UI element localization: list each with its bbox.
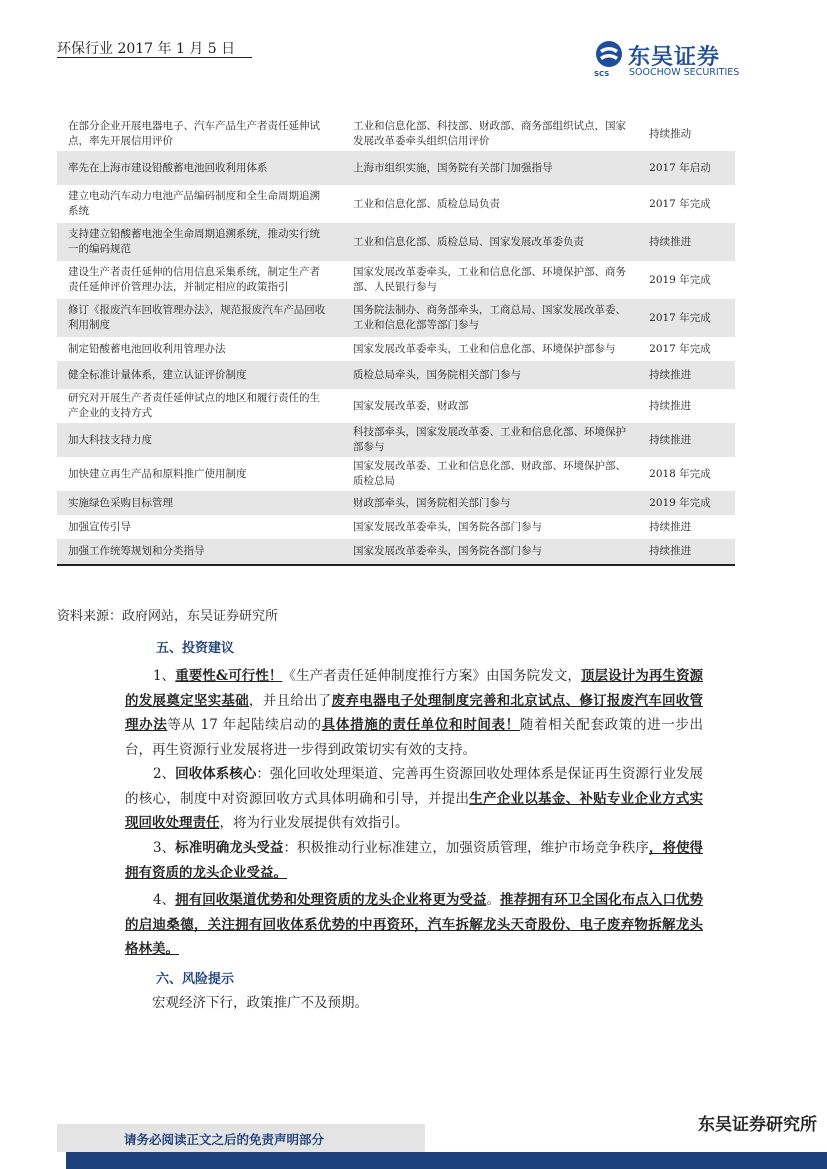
- timeline-cell: 持续推进: [649, 399, 692, 412]
- measure-cell: 加大科技支持力度: [68, 433, 152, 446]
- logo-mark-icon: [594, 40, 624, 70]
- measure-cell: 加强工作统筹规划和分类指导: [68, 545, 205, 557]
- department-cell: 质检总局牵头，国务院相关部门参与: [353, 368, 521, 381]
- table-row: [57, 457, 735, 491]
- p1-text-4: 随着相关配套政策的进一步出台，再生资源行业发展将进一步得到政策切实有效的支持。: [125, 717, 704, 758]
- department-cell: 国家发展改革委牵头，国务院各部门参与: [353, 545, 542, 557]
- logo-abbr: SCS: [594, 70, 610, 78]
- timeline-cell: 2017 年完成: [649, 197, 711, 210]
- timeline-cell: 持续推动: [649, 127, 692, 140]
- timeline-cell: 2017 年启动: [649, 161, 711, 174]
- p1-key: 重要性&可行性！: [175, 668, 283, 684]
- measure-cell: 加强宣传引导: [68, 520, 131, 533]
- logo-english-name: SOOCHOW SECURITIES: [629, 67, 740, 78]
- measure-cell: 研究对开展生产者责任延伸试点的地区和履行责任的生产企业的支持方式: [68, 392, 320, 419]
- p1-text-2: ，并且给出了: [248, 692, 332, 709]
- timeline-cell: 持续推进: [649, 235, 692, 248]
- table-row: [57, 389, 735, 423]
- table-row: [57, 223, 735, 261]
- measure-cell: 加快建立再生产品和原料推广使用制度: [68, 467, 247, 480]
- p4-text-1: 。: [486, 892, 501, 908]
- measure-cell: 制定铅酸蓄电池回收利用管理办法: [68, 342, 226, 355]
- table-row: [57, 539, 735, 565]
- p2-text-2: ，将为行业发展提供有效指引。: [219, 815, 409, 831]
- table-row: [57, 361, 735, 389]
- timeline-cell: 2019 年完成: [649, 273, 711, 286]
- measure-cell: 建立电动汽车动力电池产品编码制度和全生命周期追溯系统: [68, 190, 320, 217]
- measure-cell: 健全标准计量体系，建立认证评价制度: [68, 368, 247, 381]
- brand-logo: [594, 40, 754, 80]
- source-note: 资料来源：政府网站，东吴证券研究所: [57, 609, 279, 624]
- measure-cell: 率先在上海市建设铅酸蓄电池回收利用体系: [68, 161, 268, 174]
- p3-key-2: ，将使得拥有资质的龙头企业受益。: [125, 840, 704, 881]
- table-row: [57, 117, 735, 151]
- table-row: [57, 261, 735, 299]
- p1-key-3: 废弃电器电子处理制度完善和北京试点、修订报废汽车回收管理办法: [125, 692, 704, 733]
- logo-chinese-name: 东吴证券: [628, 45, 721, 70]
- table-row: [57, 151, 735, 185]
- table-row: [57, 491, 735, 515]
- table-row: [57, 185, 735, 223]
- measure-cell: 支持建立铅酸蓄电池全生命周期追溯系统，推动实行统一的编码规范: [68, 228, 320, 255]
- section-title-risk: 六、风险提示: [156, 972, 235, 987]
- measure-cell: 在部分企业开展电器电子、汽车产品生产者责任延伸试点，率先开展信用评价: [68, 120, 320, 147]
- table-row: [57, 299, 735, 337]
- department-cell: 科技部牵头，国家发展改革委、工业和信息化部、环境保护部参与: [353, 426, 626, 453]
- timeline-cell: 2017 年完成: [649, 342, 711, 355]
- department-cell: 国家发展改革委牵头，工业和信息化部、环境保护部、商务部、人民银行参与: [353, 266, 626, 293]
- department-cell: 工业和信息化部、科技部、财政部、商务部组织试点，国家发展改革委牵头组织信用评价: [353, 120, 626, 147]
- timeline-cell: 持续推进: [649, 545, 692, 557]
- p1-num: 1、: [153, 668, 176, 684]
- measure-cell: 修订《报废汽车回收管理办法》，规范报废汽车产品回收利用制度: [68, 304, 326, 331]
- paragraph-1: [125, 664, 703, 762]
- department-cell: 国家发展改革委、工业和信息化部、财政部、环境保护部、质检总局: [353, 460, 626, 487]
- timeline-cell: 2019 年完成: [649, 496, 711, 509]
- p1-key-4: 具体措施的责任单位和时间表！: [321, 717, 520, 733]
- department-cell: 工业和信息化部、质检总局负责: [353, 197, 500, 210]
- policy-table: [57, 117, 735, 566]
- p3-text-1: ：积极推动行业标准建立，加强资质管理，维护市场竞争秩序: [283, 840, 649, 856]
- table-row: [57, 337, 735, 361]
- p3-num: 3、: [153, 840, 176, 856]
- p1-text-3: 等从 17 年起陆续启动的: [167, 717, 322, 733]
- report-header-date: 环保行业 2017 年 1 月 5 日: [57, 41, 236, 57]
- p4-num: 4、: [153, 892, 176, 908]
- timeline-cell: 持续推进: [649, 433, 692, 446]
- p1-key-2: 顶层设计为再生资源的发展奠定坚实基础: [125, 668, 704, 709]
- table-row: [57, 515, 735, 539]
- header-underline: [57, 57, 252, 58]
- department-cell: 上海市组织实施，国务院有关部门加强指导: [353, 161, 553, 174]
- p2-key: 回收体系核心: [175, 766, 257, 782]
- department-cell: 工业和信息化部、质检总局、国家发展改革委负责: [353, 235, 584, 248]
- footer-bar: [66, 1152, 827, 1169]
- p2-key-2: 生产企业以基金、补贴专业企业方式实现回收处理责任: [125, 790, 704, 831]
- p2-num: 2、: [153, 766, 176, 782]
- paragraph-3: [125, 836, 703, 885]
- p2-text-1: ：强化回收处理渠道、完善再生资源回收处理体系是保证再生资源行业发展的核心，制度中对资源回收方式具体明确和引导，并提出: [125, 766, 704, 807]
- timeline-cell: 持续推进: [649, 368, 692, 381]
- department-cell: 国家发展改革委牵头，工业和信息化部、环境保护部参与: [353, 342, 616, 355]
- department-cell: 国家发展改革委，财政部: [353, 399, 469, 412]
- paragraph-4: [125, 888, 703, 962]
- footer-institute: 东吴证券研究所: [698, 1115, 817, 1135]
- department-cell: 国家发展改革委牵头，国务院各部门参与: [353, 520, 542, 533]
- timeline-cell: 持续推进: [649, 520, 692, 533]
- p1-text-1: 《生产者责任延伸制度推行方案》由国务院发文，: [282, 668, 581, 684]
- timeline-cell: 2017 年完成: [649, 311, 711, 324]
- table-row: [57, 423, 735, 457]
- p4-key: 拥有回收渠道优势和处理资质的龙头企业将更为受益: [175, 892, 487, 908]
- risk-text: 宏观经济下行，政策推广不及预期。: [152, 995, 368, 1011]
- timeline-cell: 2018 年完成: [649, 467, 711, 480]
- footer-disclaimer: 请务必阅读正文之后的免责声明部分: [124, 1132, 325, 1147]
- p3-key: 标准明确龙头受益: [175, 840, 284, 856]
- paragraph-2: [125, 762, 703, 836]
- section-title-investment: 五、投资建议: [156, 641, 235, 656]
- department-cell: 国务院法制办、商务部牵头，工商总局、国家发展改革委、工业和信息化部等部门参与: [353, 304, 626, 331]
- measure-cell: 实施绿色采购目标管理: [68, 496, 173, 509]
- department-cell: 财政部牵头，国务院相关部门参与: [353, 496, 511, 509]
- measure-cell: 建设生产者责任延伸的信用信息采集系统，制定生产者责任延伸评价管理办法，并制定相应的政策指引: [68, 266, 320, 293]
- p4-key-2: 推荐拥有环卫全国化布点入口优势的启迪桑德，关注拥有回收体系优势的中再资环，汽车拆解龙头天奇股份、电子废弃物拆解龙头格林美。: [125, 892, 704, 957]
